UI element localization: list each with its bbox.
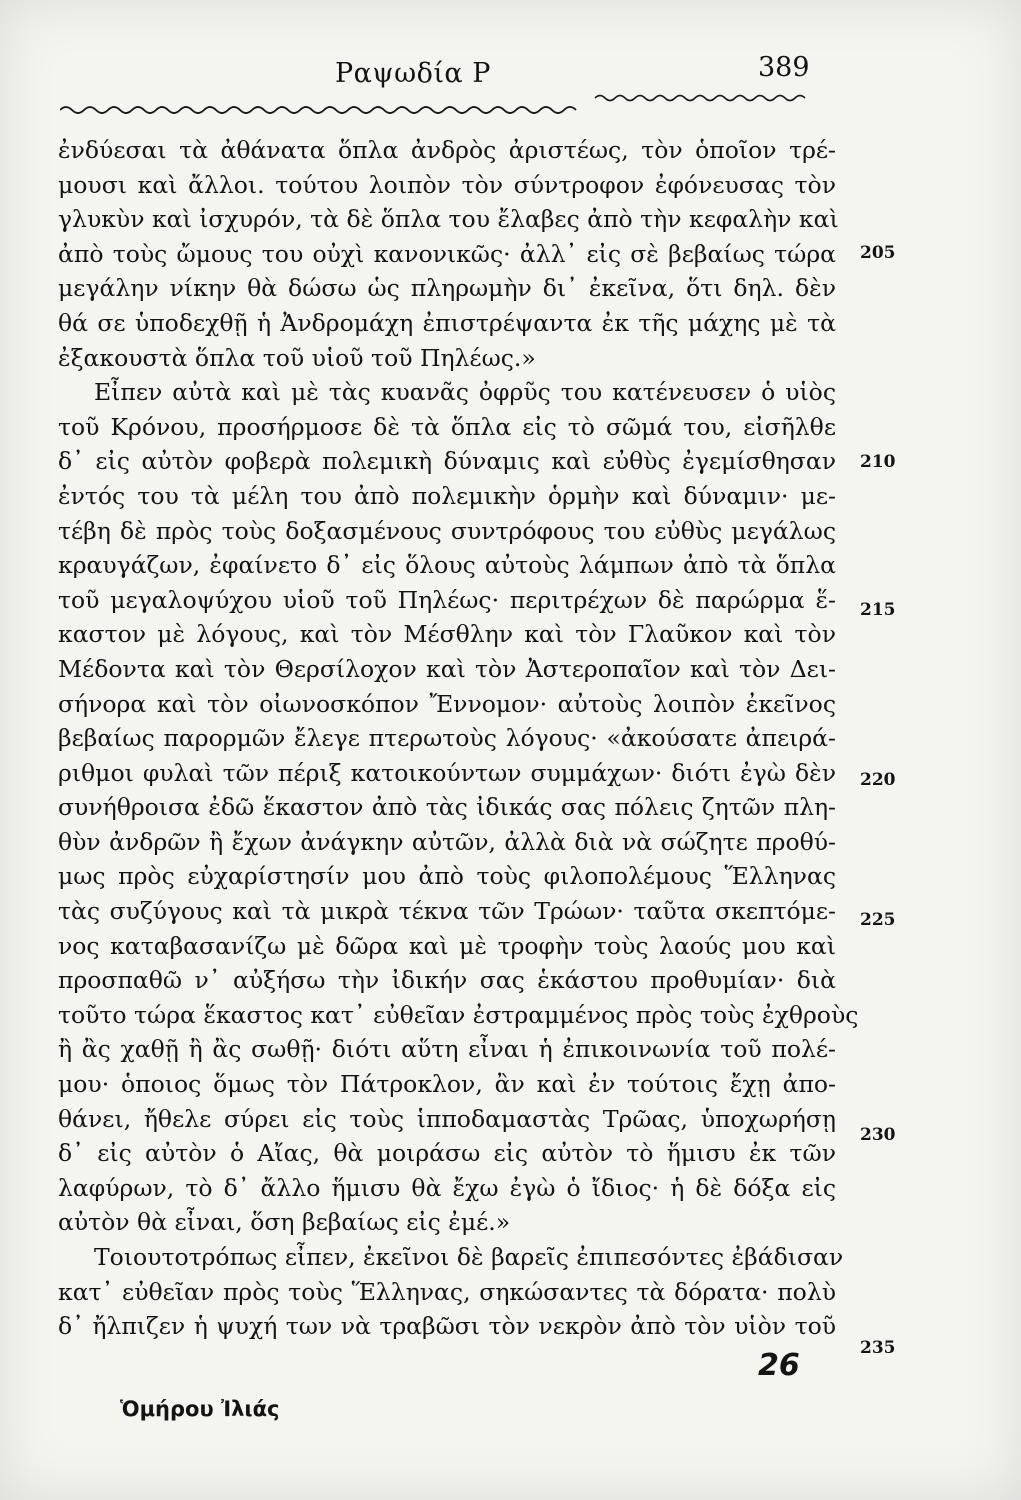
text-line: θά σε ὑποδεχθῇ ἡ Ἀνδρομάχη ἐπιστρέψαντα ἐκ τῆς μάχης μὲ τὰ [58, 308, 836, 337]
text-line: προσπαθῶ ν᾽ αὐξήσω τὴν ἰδικήν σας ἑκάστου προθυμίαν· διὰ [58, 966, 836, 995]
line-number-230: 230 [860, 1125, 896, 1145]
text-line: δ᾽ εἰς αὐτὸν ὁ Αἴας, θὰ μοιράσω εἰς αὐτὸν τὸ ἥμισυ ἐκ τῶν [58, 1139, 836, 1168]
text-line: Εἶπεν αὐτὰ καὶ μὲ τὰς κυανᾶς ὀφρῦς του κατένευσεν ὁ υἱὸς [94, 378, 836, 407]
line-number-205: 205 [860, 243, 896, 263]
text-line: σήνορα καὶ τὸν οἰωνοσκόπον Ἔννομον· αὐτοὺς λοιπὸν ἐκεῖνος [58, 689, 836, 718]
text-line: θὺν ἀνδρῶν ἢ ἔχων ἀνάγκην αὐτῶν, ἀλλὰ διὰ νὰ σώζητε προθύ- [58, 827, 836, 856]
text-line: θάνει, ἤθελε σύρει εἰς τοὺς ἱπποδαμαστὰς Τρῶας, ὑποχωρήσῃ [58, 1104, 836, 1133]
text-line: ριθμοι φυλαὶ τῶν πέριξ κατοικούντων συμμάχων· διότι ἐγὼ δὲν [58, 758, 836, 787]
text-line: τέβη δὲ πρὸς τοὺς δοξασμένους συντρόφους του εὐθὺς μεγάλως [58, 516, 836, 545]
page-header-title: Ραψωδία Ρ [335, 58, 491, 89]
text-line: δ᾽ εἰς αὐτὸν φοβερὰ πολεμικὴ δύναμις καὶ εὐθὺς ἐγεμίσθησαν [58, 447, 836, 476]
text-line: Τοιουτοτρόπως εἶπεν, ἐκεῖνοι δὲ βαρεῖς ἐπιπεσόντες ἐβάδισαν [94, 1243, 844, 1271]
text-line: τὰς συζύγους καὶ τὰ μικρὰ τέκνα τῶν Τρώων· ταῦτα σκεπτόμε- [58, 897, 836, 926]
footer-book-title: Ὁμήρου Ἰλιάς [120, 1397, 280, 1421]
text-line: μουσι καὶ ἄλλοι. τούτου λοιπὸν τὸν σύντροφον ἐφόνευσας τὸν [58, 170, 836, 199]
text-line: βεβαίως παρορμῶν ἔλεγε πτερωτοὺς λόγους· «ἀκούσατε ἀπειρά- [58, 724, 836, 753]
page-number: 389 [758, 52, 810, 83]
text-line: συνήθροισα ἐδῶ ἕκαστον ἀπὸ τὰς ἰδικάς σας πόλεις ζητῶν πλη- [58, 793, 836, 822]
text-line: ἐντός του τὰ μέλη του ἀπὸ πολεμικὴν ὁρμὴν καὶ δύναμιν· με- [58, 481, 836, 510]
line-number-225: 225 [860, 910, 896, 930]
printer-signature-mark: 26 [758, 1348, 800, 1383]
text-line: τοῦτο τώρα ἕκαστος κατ᾽ εὐθεῖαν ἐστραμμένος πρὸς τοὺς ἐχθροὺς [58, 1000, 859, 1029]
text-line: γλυκὺν καὶ ἰσχυρόν, τὰ δὲ ὅπλα του ἔλαβες ἀπὸ τὴν κεφαλὴν καὶ [58, 205, 839, 234]
text-line: δ᾽ ἤλπιζεν ἡ ψυχή των νὰ τραβῶσι τὸν νεκρὸν ἀπὸ τὸν υἱὸν τοῦ [58, 1312, 836, 1341]
line-number-215: 215 [860, 600, 896, 620]
text-line: λαφύρων, τὸ δ᾽ ἄλλο ἥμισυ θὰ ἔχω ἐγὼ ὁ ἴδιος· ἡ δὲ δόξα εἰς [58, 1173, 836, 1202]
text-line: καστον μὲ λόγους, καὶ τὸν Μέσθλην καὶ τὸν Γλαῦκον καὶ τὸν [58, 620, 836, 649]
line-number-235: 235 [860, 1338, 896, 1358]
text-line: μως πρὸς εὐχαρίστησίν μου ἀπὸ τοὺς φιλοπολέμους Ἕλληνας [58, 862, 836, 891]
text-line: κραυγάζων, ἐφαίνετο δ᾽ εἰς ὅλους αὐτοὺς λάμπων ἀπὸ τὰ ὅπλα [58, 551, 836, 580]
text-line: τοῦ μεγαλοψύχου υἱοῦ τοῦ Πηλέως· περιτρέχων δὲ παρώρμα ἕ- [58, 585, 836, 614]
text-line: νος καταβασανίζω μὲ δῶρα καὶ μὲ τροφὴν τοὺς λαούς μου καὶ [58, 931, 836, 960]
body-text [58, 133, 859, 1344]
text-line: ἢ ἂς χαθῇ ἢ ἂς σωθῇ· διότι αὕτη εἶναι ἡ ἐπικοινωνία τοῦ πολέ- [58, 1035, 836, 1064]
text-line: ἐνδύεσαι τὰ ἀθάνατα ὅπλα ἀνδρὸς ἀριστέως, τὸν ὁποῖον τρέ- [58, 136, 836, 164]
header-ornament-rule [60, 88, 810, 122]
text-line: ἐξακουστὰ ὅπλα τοῦ υἱοῦ τοῦ Πηλέως.» [58, 343, 536, 372]
text-line: κατ᾽ εὐθεῖαν πρὸς τοὺς Ἕλληνας, σηκώσαντες τὰ δόρατα· πολὺ [58, 1277, 836, 1306]
text-line: τοῦ Κρόνου, προσήρμοσε δὲ τὰ ὅπλα εἰς τὸ σῶμά του, εἰσῆλθε [58, 412, 836, 441]
line-number-220: 220 [860, 770, 896, 790]
line-number-210: 210 [860, 452, 896, 472]
text-line: μου· ὁποιος ὅμως τὸν Πάτροκλον, ἂν καὶ ἐν τούτοις ἔχῃ ἀπο- [58, 1070, 836, 1099]
text-line: ἀπὸ τοὺς ὤμους του οὐχὶ κανονικῶς· ἀλλ᾽ εἰς σὲ βεβαίως τώρα [58, 239, 836, 268]
text-line: μεγάλην νίκην θὰ δώσω ὡς πληρωμὴν δι᾽ ἐκεῖνα, ὅτι δηλ. δὲν [58, 274, 836, 303]
text-line: Μέδοντα καὶ τὸν Θερσίλοχον καὶ τὸν Ἀστεροπαῖον καὶ τὸν Δει- [58, 654, 836, 683]
text-line: αὐτὸν θὰ εἶναι, ὅση βεβαίως εἰς ἐμέ.» [58, 1208, 511, 1237]
